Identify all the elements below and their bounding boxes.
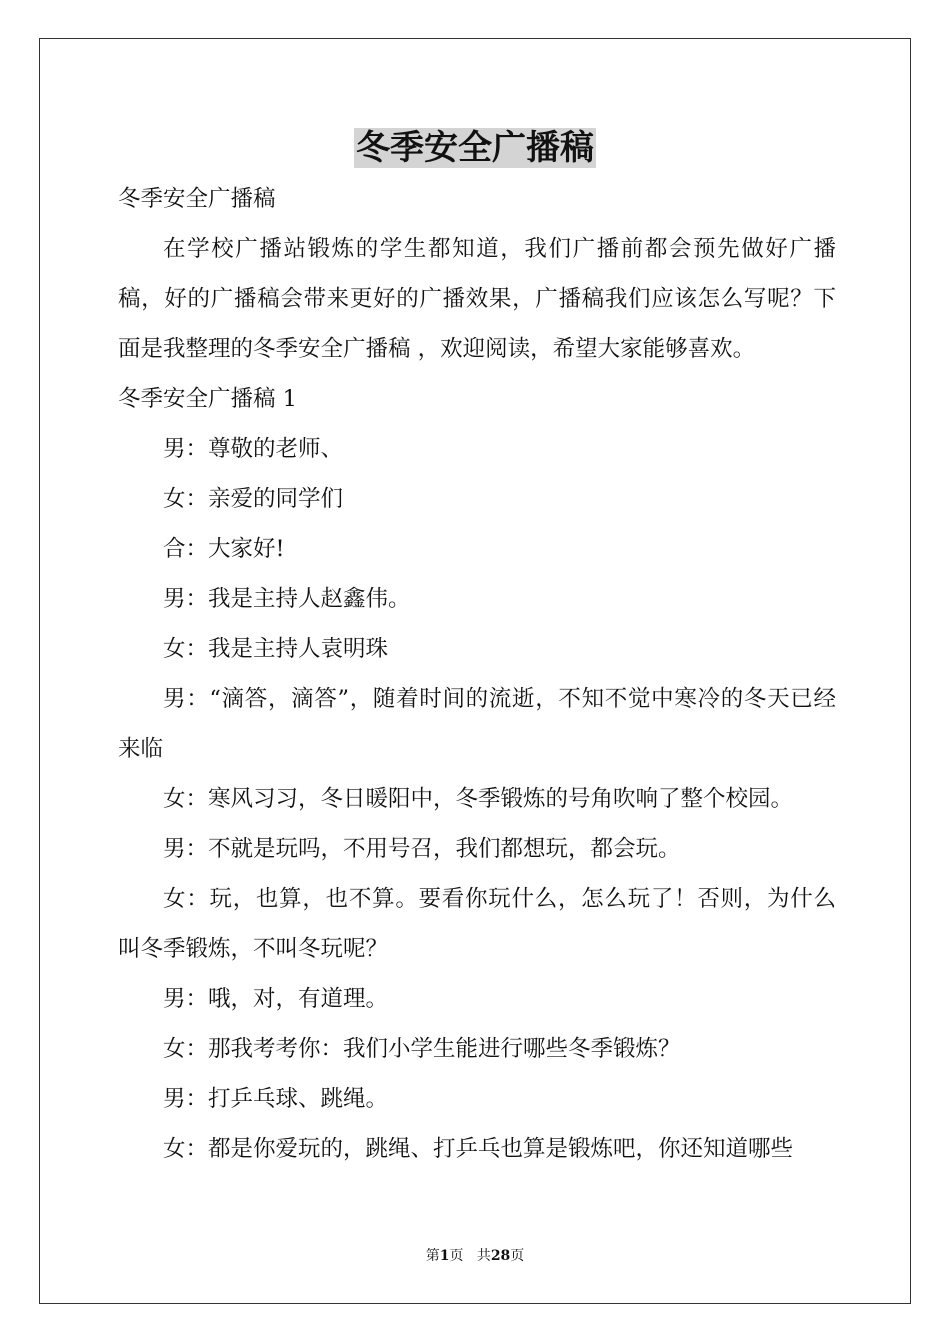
paragraph: 女：寒风习习，冬日暖阳中，冬季锻炼的号角吹响了整个校园。	[163, 786, 794, 812]
document-title-text: 冬季安全广播稿	[356, 128, 594, 168]
page-suffix: 页	[449, 1248, 464, 1264]
paragraph: 男：打乒乓球、跳绳。	[163, 1086, 389, 1112]
paragraph: 女：那我考考你：我们小学生能进行哪些冬季锻炼？	[163, 1036, 681, 1062]
paragraph: 女：亲爱的同学们	[163, 486, 344, 512]
total-prefix: 共	[476, 1248, 491, 1264]
paragraph: 男：“滴答，滴答”，随着时间的流逝，不知不觉中寒冷的冬天已经来临	[118, 686, 836, 762]
paragraph: 合：大家好!	[163, 536, 285, 562]
paragraph: 男：我是主持人赵鑫伟。	[163, 586, 411, 612]
paragraph: 女：都是你爱玩的，跳绳、打乒乓也算是锻炼吧，你还知道哪些	[163, 1136, 794, 1162]
paragraph: 女：我是主持人袁明珠	[163, 636, 389, 662]
paragraph: 冬季安全广播稿 1	[118, 386, 297, 412]
paragraph: 男：哦，对，有道理。	[163, 986, 389, 1012]
total-pages: 28	[490, 1248, 511, 1264]
paragraph: 在学校广播站锻炼的学生都知道，我们广播前都会预先做好广播稿，好的广播稿会带来更好的广播效果，广播稿我们应该怎么写呢？下面是我整理的冬季安全广播稿 ，欢迎阅读，希望大家能够喜欢。	[118, 236, 836, 362]
document-body	[118, 174, 836, 1174]
page-prefix: 第	[425, 1248, 440, 1264]
total-suffix: 页	[510, 1248, 525, 1264]
paragraph: 男：尊敬的老师、	[163, 436, 344, 462]
paragraph: 男：不就是玩吗，不用号召，我们都想玩，都会玩。	[163, 836, 681, 862]
page-footer	[0, 1246, 950, 1266]
page-number: 1	[439, 1248, 450, 1264]
paragraph: 冬季安全广播稿	[118, 186, 276, 212]
paragraph: 女：玩，也算，也不算。要看你玩什么，怎么玩了！否则，为什么叫冬季锻炼，不叫冬玩呢？	[118, 886, 836, 962]
document-title	[0, 126, 950, 170]
